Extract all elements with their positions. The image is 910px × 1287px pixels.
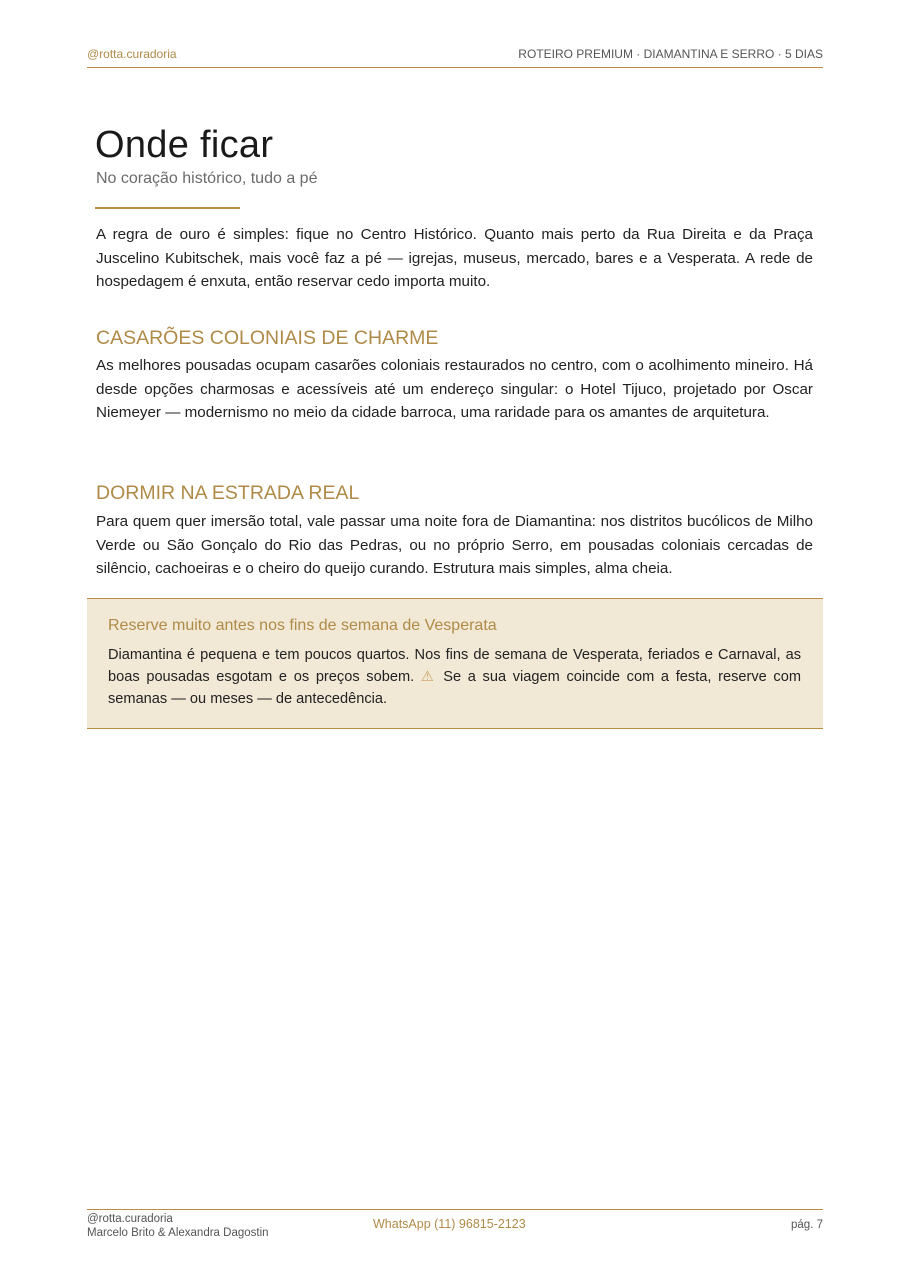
intro-paragraph: A regra de ouro é simples: fique no Centro Histórico. Quanto mais perto da Rua Direita e da Praça Juscelino Kubitschek, mais você faz a pé — igrejas, museus, mercado, bares e a Vesperata. A rede de hospedagem é enxuta, então reservar cedo importa muito. [96,226,813,290]
section-heading-casaroes: CASARÕES COLONIAIS DE CHARME [96,327,439,349]
page-footer [87,1209,823,1250]
page-number: pág. 7 [791,1219,823,1231]
footer-authors: Marcelo Brito & Alexandra Dagostin [87,1227,269,1239]
reservation-callout [87,598,823,729]
section-text-casaroes: As melhores pousadas ocupam casarões coloniais restaurados no centro, com o acolhimento mineiro. Há desde opções charmosas e acessíveis até um endereço singular: o Hotel Tijuco, projetado por Oscar Niemeyer — modernismo no meio da cidade barroca, uma raridade para os amantes de arquitetura. [96,357,813,421]
page-title: Onde ficar [95,124,274,166]
callout-title: Reserve muito antes nos fins de semana de Vesperata [108,617,497,634]
page-header [87,46,823,68]
section-heading-estrada-real: DORMIR NA ESTRADA REAL [96,482,360,504]
footer-whatsapp: WhatsApp (11) 96815-2123 [373,1217,526,1231]
header-document-title: ROTEIRO PREMIUM · DIAMANTINA E SERRO · 5 DIAS [518,47,823,61]
page-subtitle: No coração histórico, tudo a pé [96,170,318,187]
callout-text [108,644,801,710]
callout-text-part-1: Diamantina é pequena e tem poucos quartos. Nos fins de semana de Vesperata, feriados e Carnaval, as boas pousadas esgotam e os preços sobem. [108,647,801,685]
callout-text-part-2: Se a sua viagem coincide com a festa, reserve com semanas — ou meses — de antecedência. [108,669,801,707]
warning-icon: ⚠ [420,669,437,685]
title-divider [95,207,240,209]
footer-brand: @rotta.curadoria [87,1213,173,1225]
header-brand: @rotta.curadoria [87,47,177,61]
section-text-estrada-real: Para quem quer imersão total, vale passar uma noite fora de Diamantina: nos distritos bucólicos de Milho Verde ou São Gonçalo do Rio das Pedras, ou no próprio Serro, em pousadas coloniais cercadas de silêncio, cachoeiras e o cheiro do queijo curando. Estrutura mais simples, alma cheia. [96,513,813,577]
